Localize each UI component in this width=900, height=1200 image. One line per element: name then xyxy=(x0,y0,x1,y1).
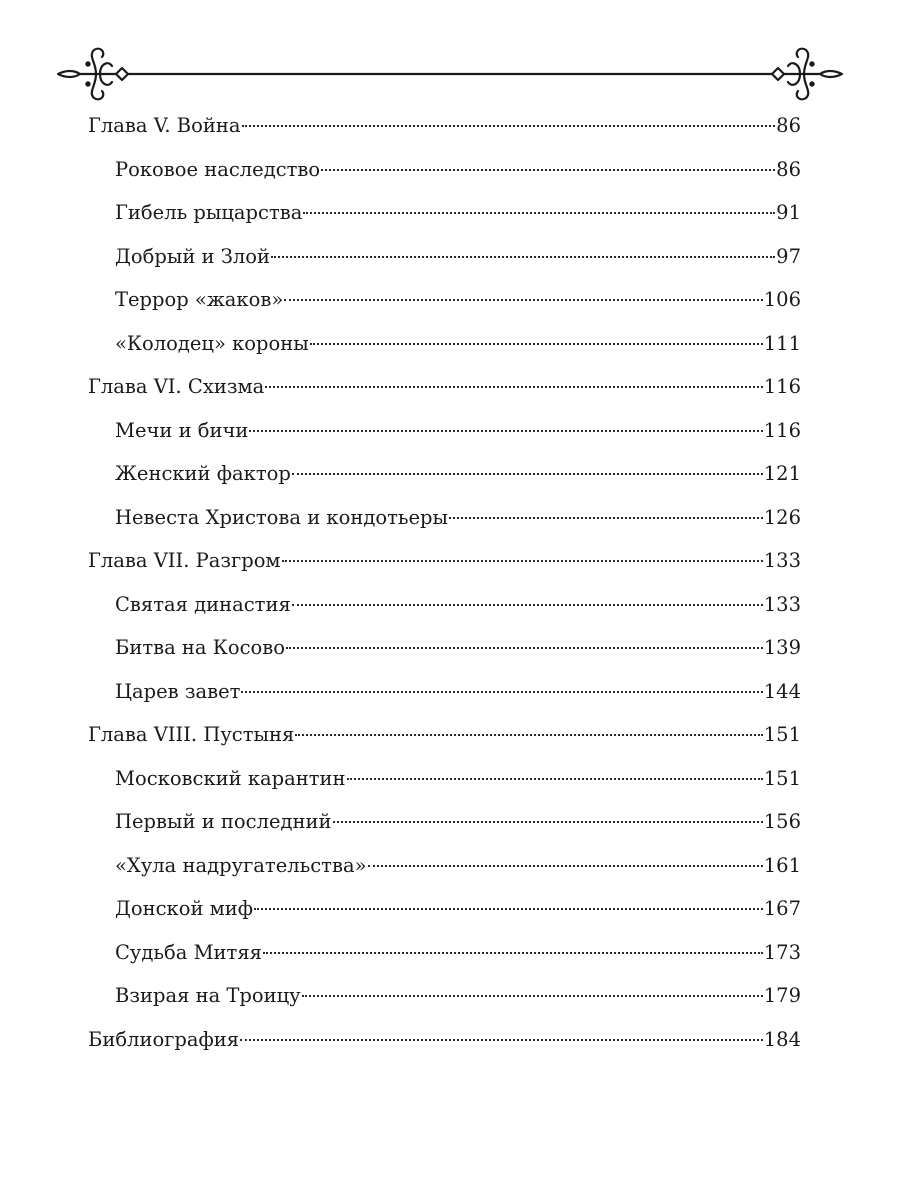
toc-entry[interactable] xyxy=(88,844,801,888)
toc-entry[interactable] xyxy=(88,104,801,148)
toc-entry-page: 151 xyxy=(763,723,801,746)
toc-entry-title: Битва на Косово xyxy=(115,636,285,659)
header-ornament xyxy=(0,40,900,110)
toc-entry[interactable] xyxy=(88,713,801,757)
toc-entry-title: Первый и последний xyxy=(115,810,332,833)
toc-entry-page: 173 xyxy=(763,940,801,964)
toc-entry-title: Женский фактор xyxy=(115,462,291,485)
toc-entry[interactable] xyxy=(88,1018,801,1062)
left-flourish-icon xyxy=(58,49,128,100)
dot-leader xyxy=(295,734,762,736)
toc-entry[interactable] xyxy=(88,365,801,409)
dot-leader xyxy=(292,604,763,606)
toc-entry[interactable] xyxy=(88,496,801,540)
toc-entry[interactable] xyxy=(88,235,801,279)
toc-entry-title: Глава VII. Разгром xyxy=(88,549,281,572)
toc-entry-title: «Хула надругательства» xyxy=(115,853,367,877)
dot-leader xyxy=(249,430,762,432)
toc-entry-title: Донской миф xyxy=(115,897,254,920)
toc-entry-title: Добрый и Злой xyxy=(115,244,271,268)
toc-entry[interactable] xyxy=(88,931,801,975)
toc-entry[interactable] xyxy=(88,452,801,496)
toc-entry-title: Невеста Христова и кондотьеры xyxy=(115,505,449,529)
toc-entry[interactable] xyxy=(88,409,801,453)
toc-entry-page: 116 xyxy=(763,418,801,442)
dot-leader xyxy=(347,778,763,780)
toc-entry-page: 161 xyxy=(763,853,801,877)
toc-entry-page: 106 xyxy=(763,288,801,311)
toc-entry-page: 133 xyxy=(763,592,801,616)
toc-entry-title: Роковое наследство xyxy=(115,157,321,181)
dot-leader xyxy=(271,256,775,258)
dot-leader xyxy=(310,343,763,345)
toc-entry-page: 144 xyxy=(763,679,801,703)
toc-entry-title: Святая династия xyxy=(115,592,291,616)
toc-entry-page: 97 xyxy=(776,244,801,268)
toc-entry-title: Глава V. Война xyxy=(88,114,241,137)
dot-leader xyxy=(292,473,763,475)
toc-entry-page: 121 xyxy=(763,462,801,485)
dot-leader xyxy=(286,647,763,649)
toc-entry-page: 167 xyxy=(763,897,801,920)
toc-entry[interactable] xyxy=(88,539,801,583)
toc-entry-page: 151 xyxy=(763,766,801,790)
dot-leader xyxy=(303,212,775,214)
dot-leader xyxy=(333,821,763,823)
dot-leader xyxy=(284,299,763,301)
toc-entry-page: 126 xyxy=(763,505,801,529)
dot-leader xyxy=(240,1039,763,1041)
toc-entry-page: 179 xyxy=(763,984,801,1007)
dot-leader xyxy=(368,865,763,867)
toc-entry-page: 116 xyxy=(763,375,801,398)
right-flourish-icon xyxy=(772,49,842,100)
toc-entry[interactable] xyxy=(88,191,801,235)
dot-leader xyxy=(449,517,763,519)
toc-entry[interactable] xyxy=(88,670,801,714)
toc-entry[interactable] xyxy=(88,757,801,801)
toc-entry[interactable] xyxy=(88,626,801,670)
dot-leader xyxy=(263,952,763,954)
toc-entry-page: 133 xyxy=(763,549,801,572)
toc-entry-title: Глава VIII. Пустыня xyxy=(88,723,295,746)
toc-entry[interactable] xyxy=(88,800,801,844)
toc-entry-page: 86 xyxy=(776,157,801,181)
toc-entry[interactable] xyxy=(88,974,801,1018)
toc-entry[interactable] xyxy=(88,887,801,931)
toc-entry-title: Царев завет xyxy=(115,679,241,703)
toc-entry-page: 91 xyxy=(776,201,801,224)
dot-leader xyxy=(321,169,775,171)
toc-entry-page: 86 xyxy=(776,114,801,137)
dot-leader xyxy=(254,908,763,910)
toc-entry-title: Мечи и бичи xyxy=(115,418,249,442)
toc-entry-title: «Колодец» короны xyxy=(115,331,309,355)
toc-entry[interactable] xyxy=(88,148,801,192)
dot-leader xyxy=(265,386,763,388)
toc-entry-title: Глава VI. Схизма xyxy=(88,375,265,398)
toc-entry-page: 184 xyxy=(763,1027,801,1051)
dot-leader xyxy=(241,691,762,693)
toc-entry-title: Судьба Митяя xyxy=(115,940,262,964)
toc-entry-page: 156 xyxy=(763,810,801,833)
toc-entry-title: Террор «жаков» xyxy=(115,288,284,311)
toc-entry-title: Гибель рыцарства xyxy=(115,201,303,224)
toc-entry-title: Библиография xyxy=(88,1027,240,1051)
toc-entry-title: Взирая на Троицу xyxy=(115,984,301,1007)
table-of-contents xyxy=(88,104,801,1061)
toc-entry[interactable] xyxy=(88,583,801,627)
toc-entry-title: Московский карантин xyxy=(115,766,346,790)
toc-entry[interactable] xyxy=(88,278,801,322)
dot-leader xyxy=(302,995,763,997)
toc-entry-page: 111 xyxy=(763,331,801,355)
dot-leader xyxy=(242,125,776,127)
toc-entry-page: 139 xyxy=(763,636,801,659)
toc-entry[interactable] xyxy=(88,322,801,366)
dot-leader xyxy=(282,560,763,562)
